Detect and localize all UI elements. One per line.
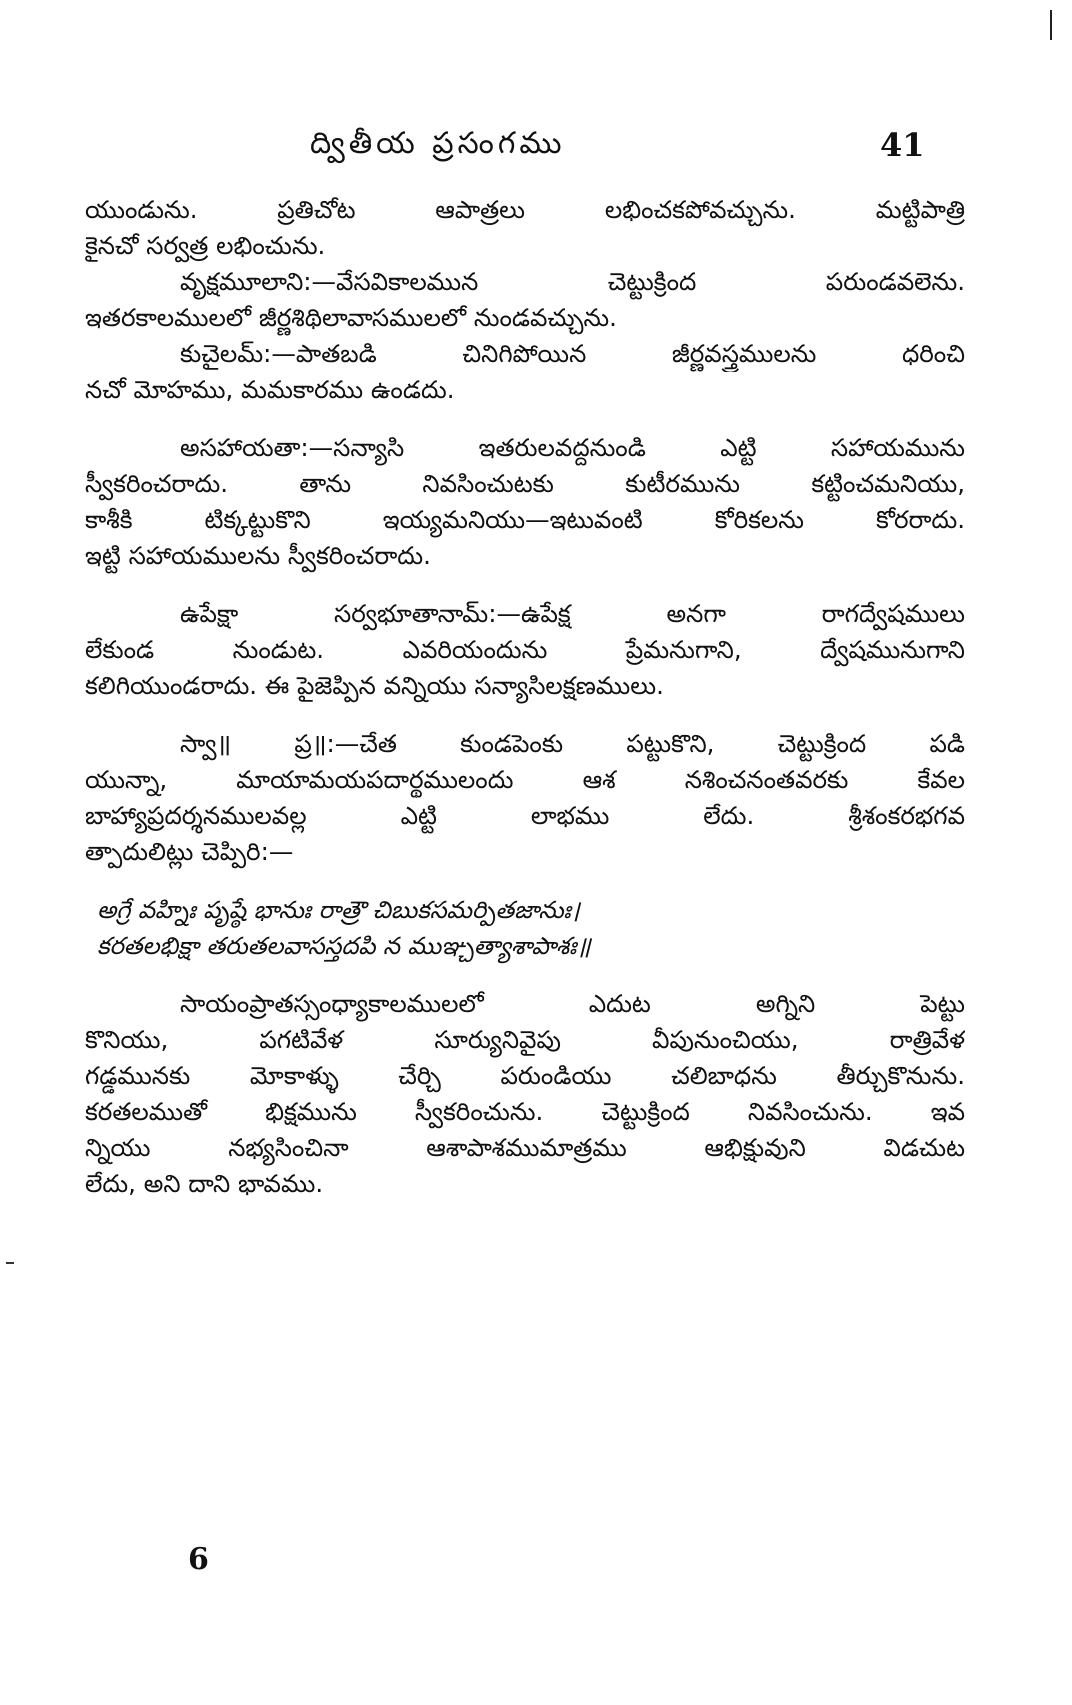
text-line: కొనియు, పగటివేళ సూర్యునివైపు వీపునుంచియు, రాత్రివేళ bbox=[85, 1025, 965, 1054]
text-line: స్వీకరించరాదు. తాను నివసించుటకు కుటీరమును కట్టించమనియు, bbox=[85, 469, 965, 498]
text-line: అసహాయతా:—సన్యాసి ఇతరులవద్దనుండి ఎట్టి సహాయమును bbox=[180, 433, 965, 462]
text-line: స్వా॥ ప్ర॥:—చేత కుండపెంకు పట్టుకొని, చెట్టుక్రింద పడి bbox=[180, 729, 965, 758]
text-line: లేదు, అని దాని భావము. bbox=[85, 1169, 324, 1198]
body-text bbox=[85, 192, 965, 1202]
text-line: ఉపేక్షా సర్వభూతానామ్:—ఉపేక్ష అనగా రాగద్వేషములు bbox=[180, 599, 965, 628]
text-line: యున్నా, మాయామయపదార్థములందు ఆశ నశించనంతవరకు కేవల bbox=[85, 765, 965, 794]
page-edge-mark bbox=[1050, 10, 1052, 40]
margin-tick-mark bbox=[6, 1262, 14, 1264]
text-line: లేకుండ నుండుట. ఎవరియందును ప్రేమనుగాని, ద్వేషమునుగాని bbox=[85, 635, 965, 664]
text-line: ఇట్టి సహాయములను స్వీకరించరాదు. bbox=[85, 541, 431, 570]
text-line: న్నియు నభ్యసించినా ఆశాపాశముమాత్రము ఆభిక్షువుని విడచుట bbox=[85, 1133, 965, 1162]
text-line: కైనచో సర్వత్ర లభించును. bbox=[85, 231, 326, 260]
text-line: కలిగియుండరాదు. ఈ పైజెప్పిన వన్నియు సన్యాసిలక్షణములు. bbox=[85, 671, 664, 700]
text-line: ఇతరకాలములలో జీర్ణశిథిలావాసములలో నుండవచ్చును. bbox=[85, 303, 617, 332]
text-line: గడ్డమునకు మోకాళ్ళు చేర్చి పరుండియు చలిబాధను తీర్చుకొనును. bbox=[85, 1061, 965, 1090]
text-line: వృక్షమూలాని:—వేసవికాలమున చెట్టుక్రింద పరుండవలెను. bbox=[180, 267, 965, 296]
text-line: బాహ్యాప్రదర్శనములవల్ల ఎట్టి లాభము లేదు. శ్రీశంకరభగవ bbox=[85, 801, 965, 830]
text-line: సాయంప్రాతస్సంధ్యాకాలములలో ఎదుట అగ్నిని పెట్టు bbox=[180, 989, 965, 1018]
verse-line: అగ్రే వహ్నిః పృష్ఠే భానుః రాత్రౌ చిబుకసమర్పితజానుః। bbox=[97, 896, 580, 924]
text-line: నచో మోహము, మమకారము ఉండదు. bbox=[85, 375, 455, 404]
text-line: త్పాదులిట్లు చెప్పిరి:— bbox=[85, 837, 294, 866]
text-line: కరతలముతో భిక్షమును స్వీకరించును. చెట్టుక్రింద నివసించును. ఇవ bbox=[85, 1097, 965, 1126]
verse-line: కరతలభిక్షా తరుతలవాసస్తదపి న ముఞ్చత్యాశాపాశః॥ bbox=[97, 932, 591, 960]
signature-mark: 6 bbox=[188, 1542, 209, 1577]
running-title: ద్వితీయ ప్రసంగము bbox=[310, 126, 566, 161]
text-line: కుచైలమ్:—పాతబడి చినిగిపోయిన జీర్ణవస్త్రములను ధరించి bbox=[180, 339, 965, 368]
text-line: కాశీకి టిక్కట్టుకొని ఇయ్యమనియు—ఇటువంటి కోరికలను కోరరాదు. bbox=[85, 505, 965, 534]
text-line: యుండును. ప్రతిచోట ఆపాత్రలు లభించకపోవచ్చును. మట్టిపాత్రి bbox=[85, 195, 965, 224]
page-number: 41 bbox=[880, 126, 925, 164]
